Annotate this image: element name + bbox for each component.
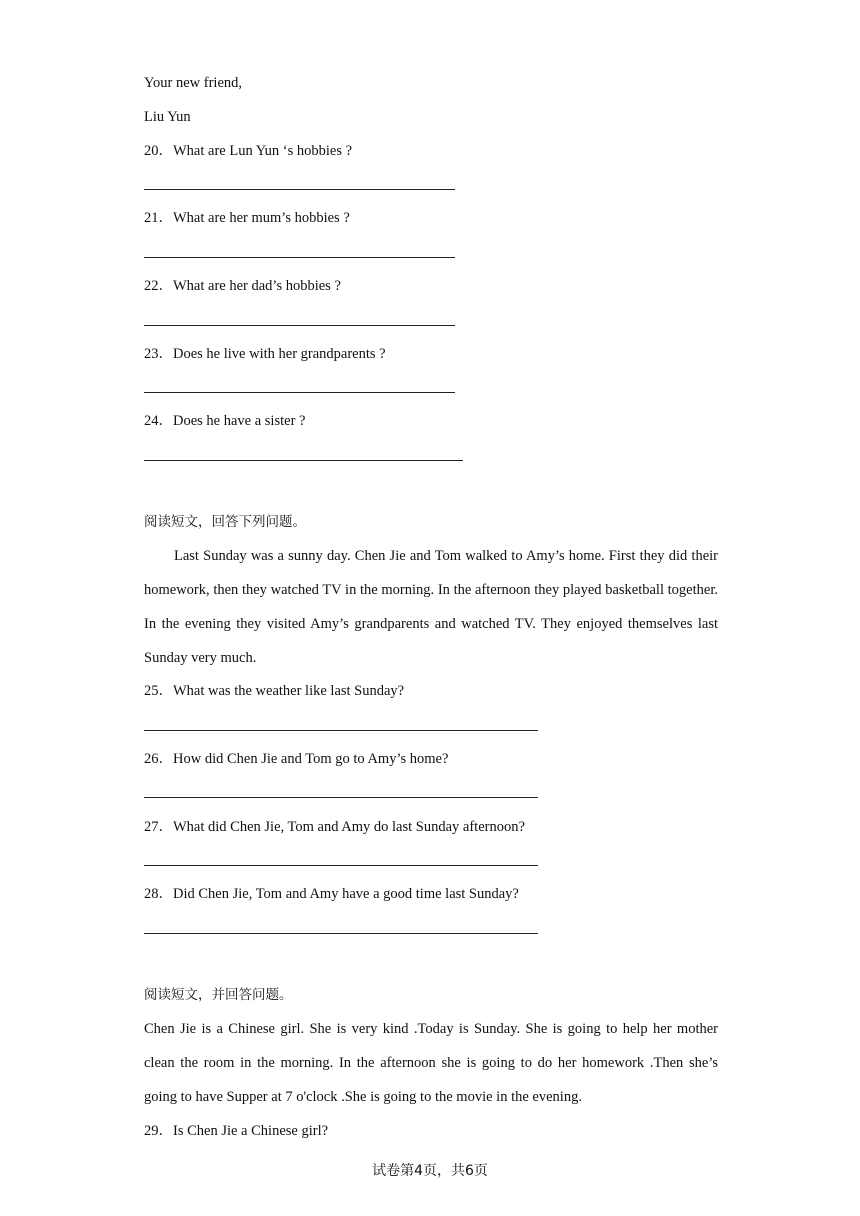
letter-closing: Your new friend, bbox=[144, 75, 243, 91]
question-23: 23．Does he live with her grandparents ? bbox=[144, 346, 386, 362]
letter-signature: Liu Yun bbox=[144, 109, 191, 125]
section3-instruction: 阅读短文，并回答问题。 bbox=[144, 987, 293, 1003]
question-28: 28．Did Chen Jie, Tom and Amy have a good time last Sunday? bbox=[144, 886, 519, 902]
section3-passage: Chen Jie is a Chinese girl. She is very kind .Today is Sunday. She is going to help her mother clean the room in the morning. In the afternoon she is going to do her homework .Then she’s going to have Supper at 7 o'clock .She is going to the movie in the evening. bbox=[144, 1021, 718, 1105]
answer-line-20[interactable] bbox=[144, 189, 455, 190]
page-footer: 试卷第4页，共6页 bbox=[372, 1163, 488, 1179]
answer-line-23[interactable] bbox=[144, 392, 455, 393]
question-29: 29．Is Chen Jie a Chinese girl? bbox=[144, 1123, 329, 1139]
answer-line-25[interactable] bbox=[144, 730, 538, 731]
answer-line-28[interactable] bbox=[144, 933, 538, 934]
question-25: 25．What was the weather like last Sunday? bbox=[144, 683, 405, 699]
question-22: 22．What are her dad’s hobbies ? bbox=[144, 278, 341, 294]
answer-line-27[interactable] bbox=[144, 865, 538, 866]
section2-instruction: 阅读短文，回答下列问题。 bbox=[144, 514, 306, 530]
section2-passage: Last Sunday was a sunny day. Chen Jie and Tom walked to Amy’s home. First they did their homework, then they watched TV in the morning. In the afternoon they played basketball together. In the evening they visited Amy’s grandparents and watched TV. They enjoyed themselves last Sunday very much. bbox=[144, 548, 718, 666]
answer-line-22[interactable] bbox=[144, 325, 455, 326]
answer-line-21[interactable] bbox=[144, 257, 455, 258]
question-27: 27．What did Chen Jie, Tom and Amy do last Sunday afternoon? bbox=[144, 819, 525, 835]
question-24: 24．Does he have a sister ? bbox=[144, 413, 306, 429]
question-26: 26．How did Chen Jie and Tom go to Amy’s home? bbox=[144, 751, 449, 767]
answer-line-26[interactable] bbox=[144, 797, 538, 798]
question-20: 20．What are Lun Yun ‘s hobbies ? bbox=[144, 143, 353, 159]
answer-line-24[interactable] bbox=[144, 460, 463, 461]
question-21: 21．What are her mum’s hobbies ? bbox=[144, 210, 350, 226]
